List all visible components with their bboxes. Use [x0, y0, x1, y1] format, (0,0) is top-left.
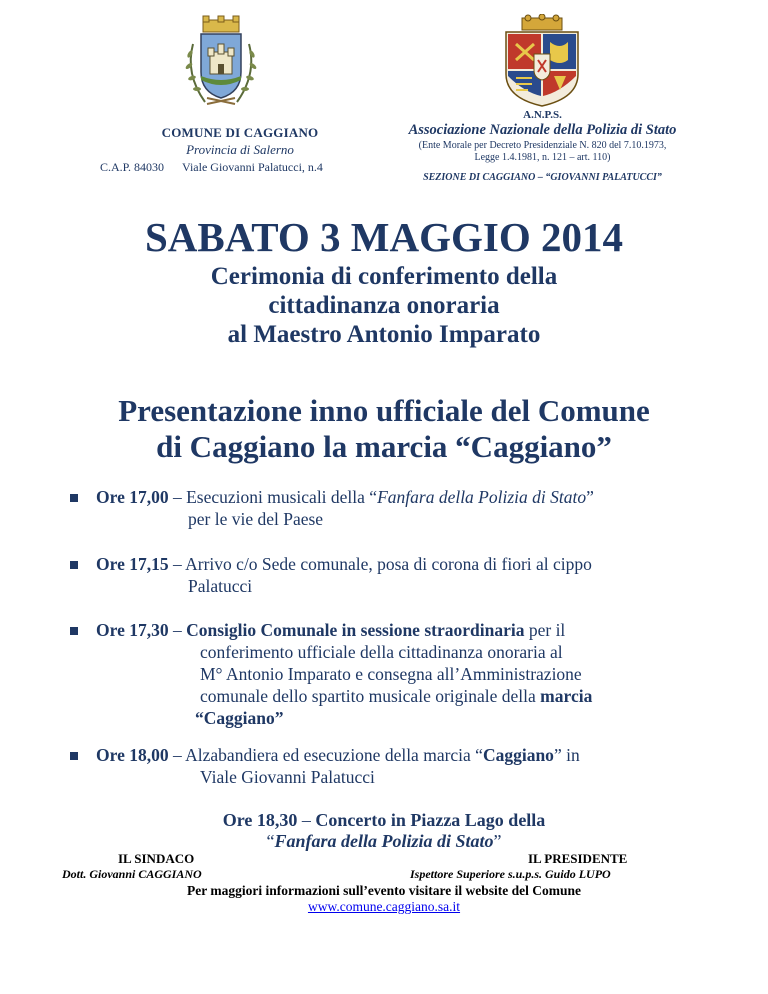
- schedule-time: Ore 17,15: [96, 554, 169, 574]
- schedule-line: [96, 554, 592, 575]
- anps-legal-note: [380, 140, 705, 164]
- schedule-text: Arrivo c/o Sede comunale, posa di corona di fiori al cippo: [185, 554, 592, 574]
- anps-legal-line-2: Legge 1.4.1981, n. 121 – art. 110): [474, 152, 611, 163]
- ceremony-line-1: Cerimonia di conferimento della: [210, 263, 558, 290]
- mayor-name: Dott. Giovanni CAGGIANO: [62, 867, 202, 881]
- ceremony-heading: [0, 262, 768, 349]
- schedule-text-bold: marcia: [540, 686, 593, 706]
- schedule-text-bold: Caggiano: [482, 745, 554, 765]
- schedule-text-bold: Consiglio Comunale in sessione straordinaria: [186, 620, 525, 640]
- schedule-dash: –: [168, 487, 187, 507]
- schedule-continuation: per le vie del Paese: [188, 509, 324, 529]
- bullet-square-icon: [70, 494, 78, 502]
- schedule-continuation: Palatucci: [188, 576, 253, 596]
- concert-text: Concerto in Piazza Lago della: [315, 810, 546, 830]
- president-title: IL PRESIDENTE: [528, 851, 628, 866]
- mayor-title: IL SINDACO: [118, 851, 195, 866]
- comune-name: COMUNE DI CAGGIANO: [161, 125, 319, 140]
- schedule-text: ” in: [553, 745, 580, 765]
- schedule-time: Ore 17,00: [96, 487, 169, 507]
- ceremony-line-3: al Maestro Antonio Imparato: [227, 321, 541, 348]
- schedule-dash: –: [168, 620, 187, 640]
- cap-code: C.A.P. 84030: [100, 160, 165, 174]
- schedule-line: [96, 620, 565, 641]
- concert-quote: ”: [493, 831, 502, 851]
- schedule-line: [96, 745, 580, 766]
- bullet-square-icon: [70, 561, 78, 569]
- municipal-coat-of-arms-icon: [183, 14, 259, 114]
- schedule-time: Ore 18,00: [96, 745, 169, 765]
- concert-fanfara: Fanfara della Polizia di Stato: [274, 831, 494, 851]
- schedule-line: [96, 487, 594, 508]
- bullet-square-icon: [70, 627, 78, 635]
- ceremony-line-2: cittadinanza onoraria: [268, 292, 500, 319]
- website-link-text[interactable]: www.comune.caggiano.sa.it: [307, 899, 461, 914]
- anps-header: [380, 109, 705, 183]
- concert-time: Ore 18,30: [222, 810, 298, 830]
- website-link[interactable]: [0, 899, 768, 915]
- concert-line-2: [0, 831, 768, 852]
- provincia-label: Provincia di Salerno: [186, 142, 294, 157]
- comune-address: [95, 160, 385, 175]
- schedule-text: per il: [524, 620, 566, 640]
- presentation-heading: [0, 393, 768, 465]
- concert-quote: “: [266, 831, 275, 851]
- schedule-continuation: conferimento ufficiale della cittadinanza onoraria al: [200, 642, 563, 662]
- presentation-line-1: Presentazione inno ufficiale del Comune: [118, 393, 650, 428]
- concert-dash: –: [297, 810, 316, 830]
- anps-section: SEZIONE DI CAGGIANO – “GIOVANNI PALATUCCI”: [423, 172, 662, 183]
- anps-abbreviation: A.N.P.S.: [523, 109, 562, 121]
- schedule-text: comunale dello spartito musicale originale della: [200, 686, 541, 706]
- comune-header: [95, 125, 385, 175]
- concert-announcement: [0, 810, 768, 852]
- president-name: Ispettore Superiore s.u.p.s. Guido LUPO: [410, 867, 611, 881]
- schedule-continuation: M° Antonio Imparato e consegna all’Amministrazione: [200, 664, 582, 684]
- concert-line-1: [0, 810, 768, 831]
- police-coat-of-arms-icon: [498, 14, 586, 108]
- bullet-square-icon: [70, 752, 78, 760]
- street-address: Viale Giovanni Palatucci, n.4: [182, 160, 323, 174]
- schedule-continuation: Viale Giovanni Palatucci: [200, 767, 375, 787]
- schedule-text: Alzabandiera ed esecuzione della marcia “: [185, 745, 483, 765]
- presentation-line-2: di Caggiano la marcia “Caggiano”: [156, 429, 612, 464]
- schedule-dash: –: [168, 554, 186, 574]
- schedule-dash: –: [168, 745, 186, 765]
- info-note: Per maggiori informazioni sull’evento visitare il website del Comune: [187, 883, 581, 898]
- anps-legal-line-1: (Ente Morale per Decreto Presidenziale N. 820 del 7.10.1973,: [418, 140, 667, 151]
- schedule-continuation: “Caggiano”: [195, 708, 284, 728]
- anps-name: Associazione Nazionale della Polizia di Stato: [408, 122, 677, 138]
- schedule-fanfara: Fanfara della Polizia di Stato: [377, 487, 587, 507]
- schedule-time: Ore 17,30: [96, 620, 169, 640]
- event-date-title: SABATO 3 MAGGIO 2014: [144, 214, 623, 260]
- schedule-text: Esecuzioni musicali della “: [186, 487, 378, 507]
- schedule-continuation: [200, 686, 592, 707]
- schedule-quote: ”: [586, 487, 594, 507]
